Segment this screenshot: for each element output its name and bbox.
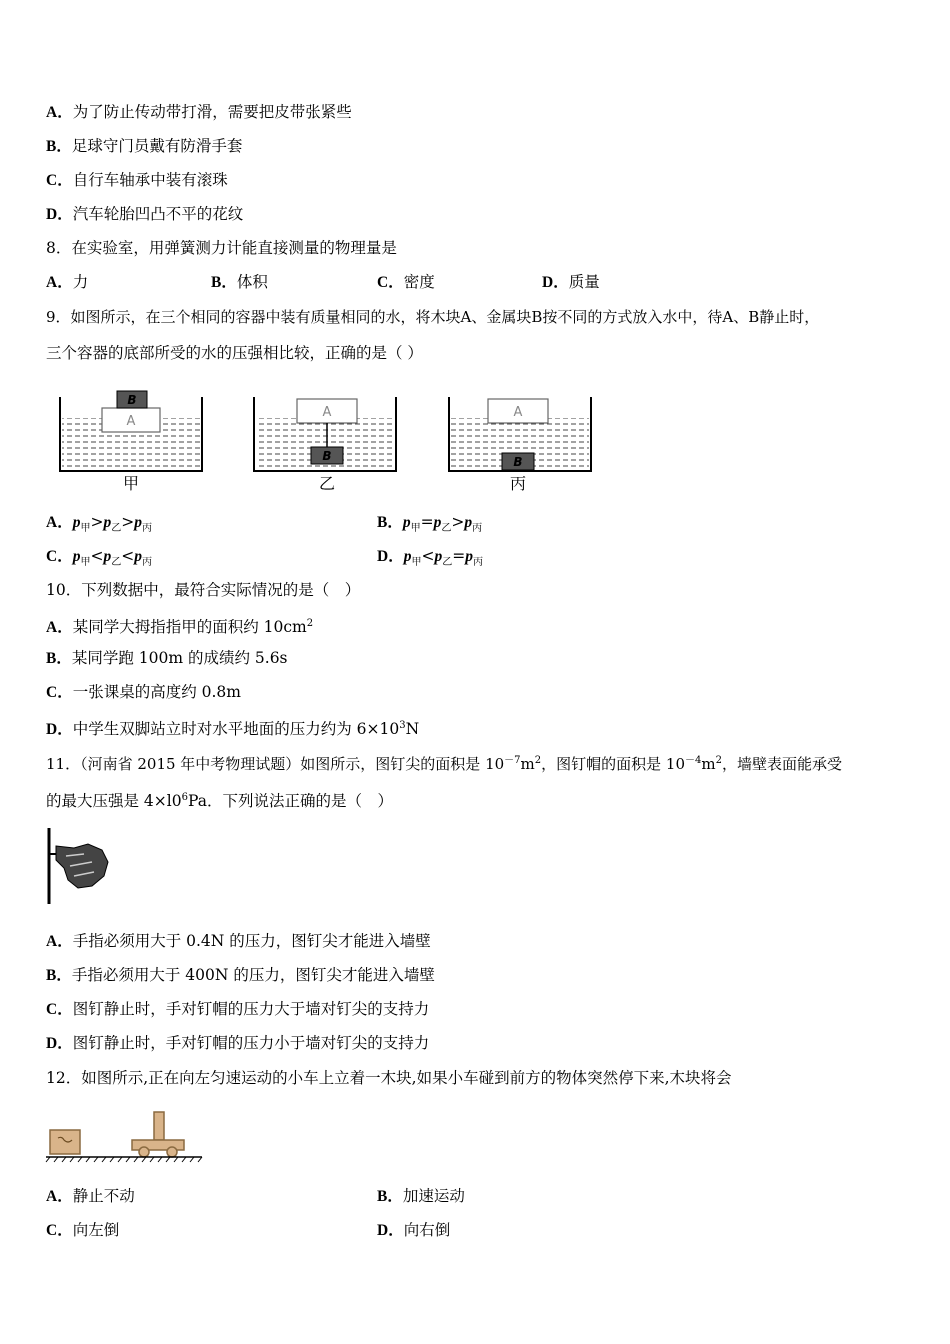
container-yi	[254, 397, 396, 493]
q11-stem-line2: 的最大压强是 $4\times l0^6Pa$．下列说法正确的是（ ）	[46, 792, 393, 811]
svg-text:B: B	[322, 449, 332, 463]
svg-text:甲: 甲	[122, 474, 140, 493]
q12-option-a: A．静止不动	[46, 1187, 135, 1205]
container-bing	[449, 397, 591, 493]
hand-icon	[56, 844, 108, 888]
q8-option-c: C．密度	[377, 273, 435, 291]
svg-text:B: B	[127, 393, 137, 407]
wood-block	[154, 1112, 164, 1140]
svg-text:乙: 乙	[318, 474, 336, 493]
q9-stem-line1: 9．如图所示，在三个相同的容器中装有质量相同的水，将木块A、金属块B按不同的方式放入水中，待A、B静止时，	[46, 308, 820, 326]
q7-option-a: A．为了防止传动带打滑，需要把皮带张紧些	[46, 103, 352, 121]
q11-thumbtack-figure	[44, 826, 114, 906]
q9-stem-line2: 三个容器的底部所受的水的压强相比较，正确的是（ ）	[46, 344, 423, 362]
q10-option-d: D．中学生双脚站立时对水平地面的压力约为 $6\times 10^3N$	[46, 720, 420, 739]
q11-stem-line1: 11．（河南省 2015 年中考物理试题）如图所示，图钉尖的面积是 $10^{-7}m^2$，图钉帽的面积是 $10^{-4}m^2$，墙壁表面能承受	[46, 755, 842, 773]
svg-text:丙: 丙	[509, 474, 527, 493]
q10-option-c: C．一张课桌的高度约 0.8m	[46, 683, 241, 701]
q9-option-a: A．$p_甲>p_乙>p_丙$	[46, 513, 152, 535]
container-jia	[60, 391, 202, 493]
svg-text:A: A	[126, 414, 136, 429]
q8-stem: 8．在实验室，用弹簧测力计能直接测量的物理量是	[46, 239, 397, 257]
svg-text:A: A	[513, 405, 523, 420]
q11-option-a: A．手指必须用大于 0.4N 的压力，图钉尖才能进入墙壁	[46, 932, 431, 950]
svg-text:A: A	[322, 405, 332, 420]
q8-option-b: B．体积	[211, 273, 268, 291]
cart-wheel-left	[139, 1147, 149, 1157]
q7-option-d: D．汽车轮胎凹凸不平的花纹	[46, 205, 244, 223]
q7-option-c: C．自行车轴承中装有滚珠	[46, 171, 228, 189]
q11-option-b: B．手指必须用大于 400N 的压力，图钉尖才能进入墙壁	[46, 966, 435, 984]
svg-text:B: B	[513, 455, 523, 469]
q8-option-d: D．质量	[542, 273, 600, 291]
cart-wheel-right	[167, 1147, 177, 1157]
obstacle-box	[50, 1130, 80, 1154]
q12-cart-figure	[44, 1108, 206, 1164]
q10-option-b: B．某同学跑 100m 的成绩约 5.6s	[46, 649, 288, 667]
q11-option-c: C．图钉静止时，手对钉帽的压力大于墙对钉尖的支持力	[46, 1000, 430, 1018]
q11-option-d: D．图钉静止时，手对钉帽的压力小于墙对钉尖的支持力	[46, 1034, 430, 1052]
q12-option-d: D．向右倒	[377, 1221, 451, 1239]
q12-stem: 12．如图所示,正在向左匀速运动的小车上立着一木块,如果小车碰到前方的物体突然停下来,木块将会	[46, 1069, 732, 1087]
q12-option-c: C．向左倒	[46, 1221, 120, 1239]
q12-option-b: B．加速运动	[377, 1187, 465, 1205]
q9-figure	[50, 385, 610, 495]
q7-option-b: B．足球守门员戴有防滑手套	[46, 137, 243, 155]
q9-option-d: D．$p_甲<p_乙=p_丙$	[377, 547, 483, 569]
q9-option-c: C．$p_甲<p_乙<p_丙$	[46, 547, 152, 569]
q10-option-a: A．某同学大拇指指甲的面积约 $10cm^2$	[46, 618, 314, 637]
q8-option-a: A．力	[46, 273, 89, 291]
q10-stem: 10．下列数据中，最符合实际情况的是（ ）	[46, 581, 361, 599]
q9-option-b: B．$p_甲=p_乙>p_丙$	[377, 513, 483, 535]
